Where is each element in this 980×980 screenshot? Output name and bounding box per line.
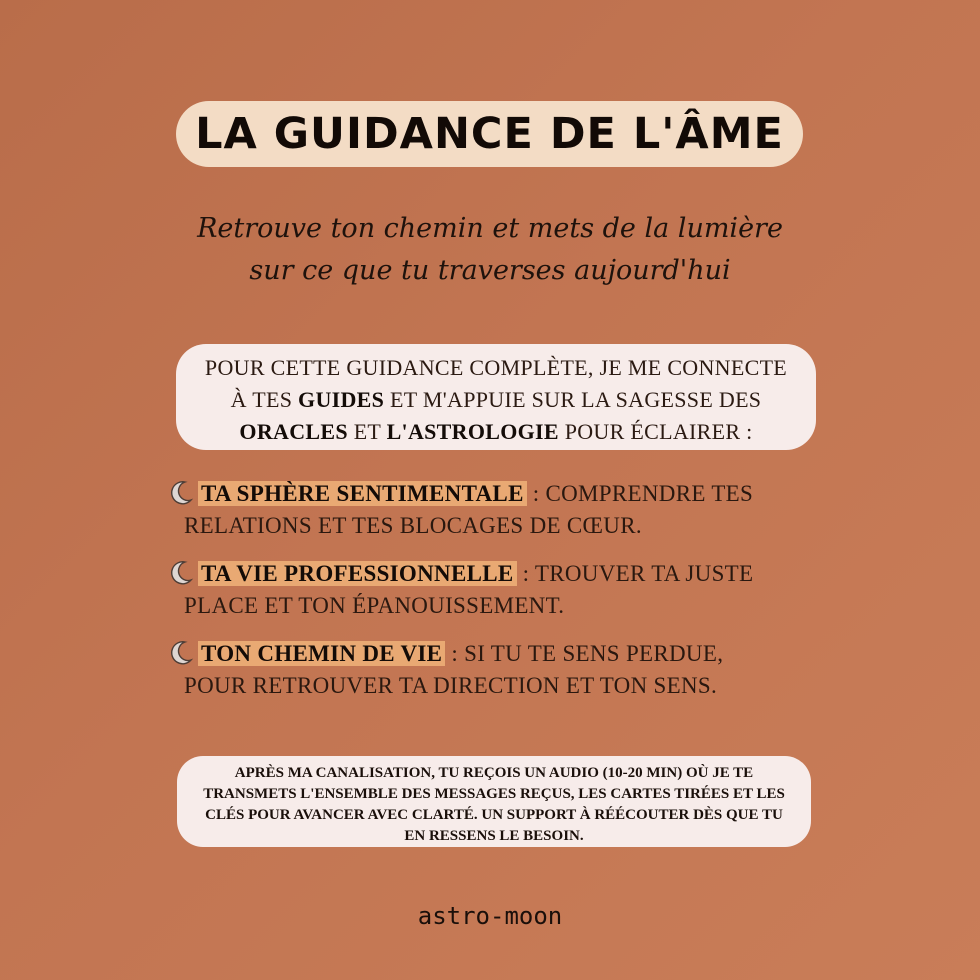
crescent-moon-icon: [168, 479, 194, 505]
crescent-moon-icon: [168, 559, 194, 585]
footer-line-2: TRANSMETS L'ENSEMBLE DES MESSAGES REÇUS, LES CARTES TIRÉES ET LES: [203, 786, 785, 802]
intro-text-5: POUR ÉCLAIRER :: [558, 419, 753, 444]
intro-bold-guides: GUIDES: [298, 387, 385, 412]
item-text: : TROUVER TA JUSTE: [516, 561, 754, 586]
crescent-moon-icon: [168, 639, 194, 665]
item-highlight: TA SPHÈRE SENTIMENTALE: [198, 481, 527, 506]
footer-line-4: EN RESSENS LE BESOIN.: [404, 828, 584, 844]
list-item: [168, 478, 808, 542]
intro-text-4: ET: [347, 419, 387, 444]
item-highlight: TA VIE PROFESSIONNELLE: [198, 561, 517, 586]
subtitle-line-1: Retrouve ton chemin et mets de la lumière: [197, 213, 783, 244]
topic-list: [168, 478, 808, 718]
footer-line-3: CLÉS POUR AVANCER AVEC CLARTÉ. UN SUPPORT À RÉÉCOUTER DÈS QUE TU: [205, 807, 783, 823]
item-text: : COMPRENDRE TES: [526, 481, 754, 506]
item-continuation: POUR RETROUVER TA DIRECTION ET TON SENS.: [184, 673, 718, 698]
intro-pill: [176, 344, 816, 450]
subtitle: [100, 208, 880, 292]
footer-line-1: APRÈS MA CANALISATION, TU REÇOIS UN AUDIO (10-20 MIN) OÙ JE TE: [234, 765, 754, 781]
item-continuation: PLACE ET TON ÉPANOUISSEMENT.: [184, 593, 565, 618]
intro-text-3: ET M'APPUIE SUR LA SAGESSE DES: [384, 387, 762, 412]
list-item: [168, 638, 808, 702]
list-item: [168, 558, 808, 622]
intro-text-2: À TES: [230, 387, 299, 412]
intro-bold-oracles: ORACLES: [239, 419, 348, 444]
title-pill: [176, 101, 803, 167]
intro-bold-astrology: L'ASTROLOGIE: [386, 419, 559, 444]
item-highlight: TON CHEMIN DE VIE: [198, 641, 445, 666]
item-continuation: RELATIONS ET TES BLOCAGES DE CŒUR.: [184, 513, 642, 538]
page-title: LA GUIDANCE DE L'ÂME: [195, 109, 784, 159]
intro-text-1: POUR CETTE GUIDANCE COMPLÈTE, JE ME CONNECTE: [204, 355, 788, 380]
footer-pill: [177, 756, 811, 847]
item-text: : SI TU TE SENS PERDUE,: [445, 641, 724, 666]
subtitle-line-2: sur ce que tu traverses aujourd'hui: [249, 255, 731, 286]
brand-name: astro-moon: [417, 902, 563, 930]
